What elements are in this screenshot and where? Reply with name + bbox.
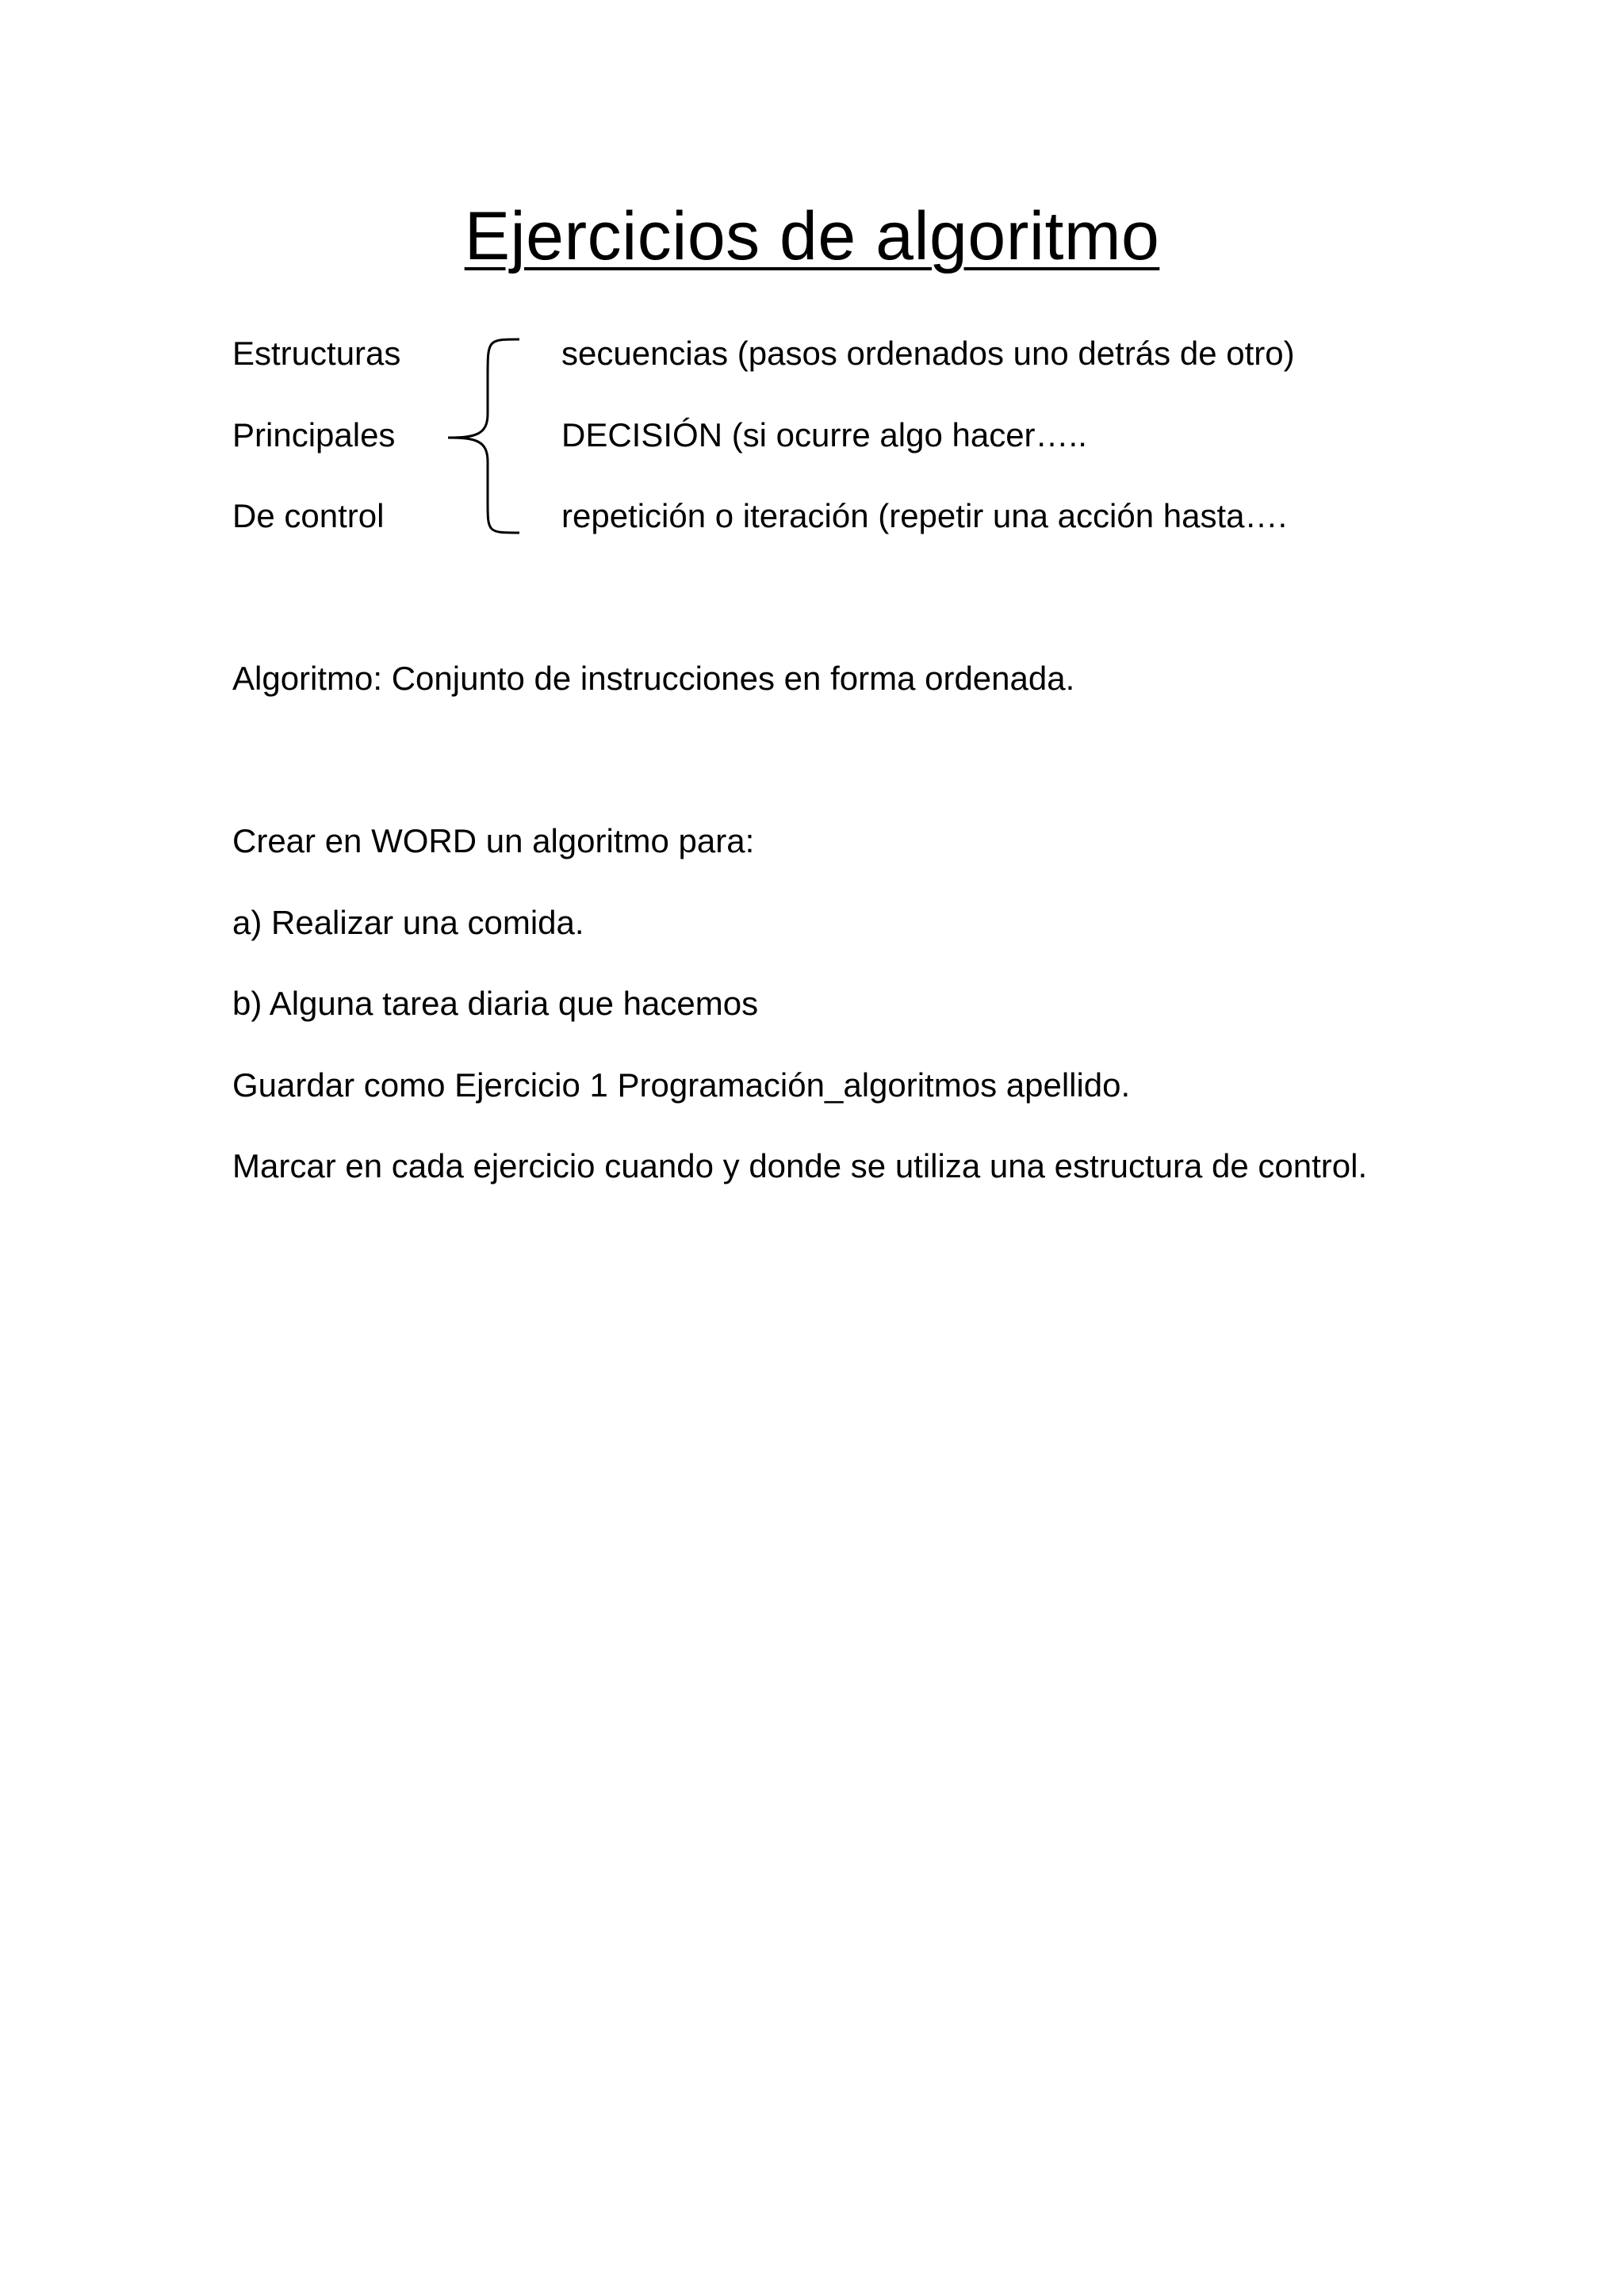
algorithm-definition: Algoritmo: Conjunto de instrucciones en forma ordenada. (232, 660, 1075, 697)
structure-label-2: Principales (232, 416, 396, 453)
instruction-mark-structures: Marcar en cada ejercicio cuando y donde se utiliza una estructura de control. (232, 1147, 1368, 1184)
structure-label-3: De control (232, 497, 385, 534)
page-title: Ejercicios de algoritmo (464, 198, 1160, 274)
structure-item-sequence: secuencias (pasos ordenados uno detrás de otro) (561, 335, 1295, 372)
instruction-item-b: b) Alguna tarea diaria que hacemos (232, 985, 759, 1022)
instruction-intro: Crear en WORD un algoritmo para: (232, 822, 755, 859)
instruction-save-as: Guardar como Ejercicio 1 Programación_algoritmos apellido. (232, 1066, 1131, 1104)
instruction-item-a: a) Realizar una comida. (232, 904, 584, 941)
structure-item-decision: DECISIÓN (si ocurre algo hacer….. (561, 416, 1087, 453)
structure-item-repetition: repetición o iteración (repetir una acción hasta…. (561, 497, 1288, 534)
curly-brace-icon (444, 333, 523, 539)
structure-label-1: Estructuras (232, 335, 401, 372)
